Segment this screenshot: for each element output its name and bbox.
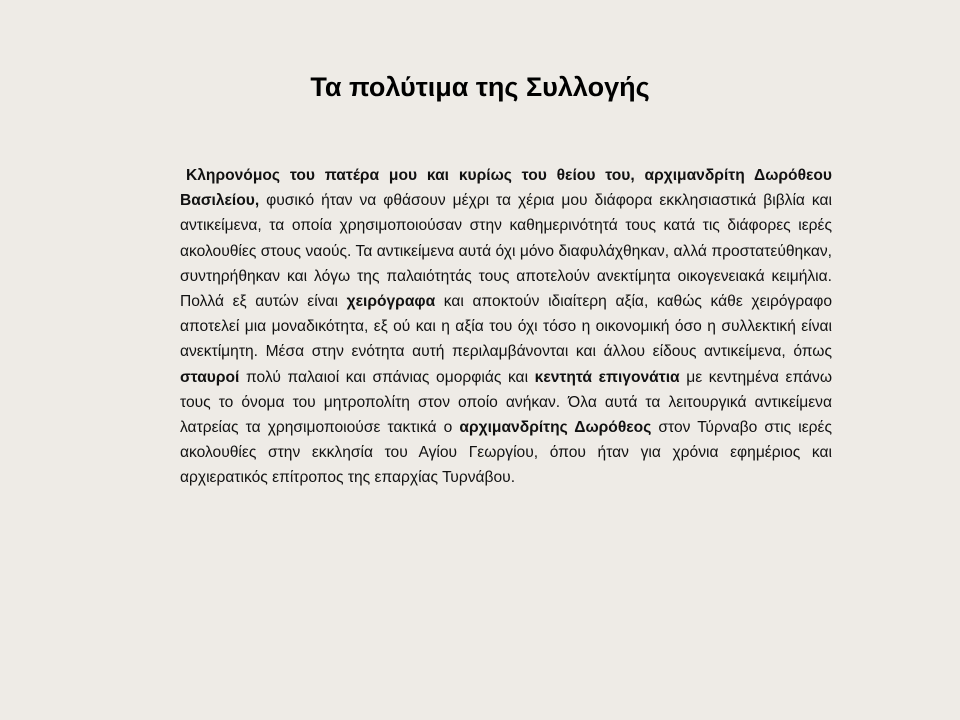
text-run-bold: χειρόγραφα (346, 293, 436, 311)
body-paragraph (180, 163, 832, 491)
text-run: με κεντημένα επάνω τους το όνομα του μητροπολίτη στον οποίο ανήκαν. Όλα αυτά τα λειτουργικά αντικείμενα λατρείας τα χρησιμοποιούσε τακτικά ο (180, 368, 832, 437)
text-run: και αποκτούν ιδιαίτερη αξία, καθώς κάθε χειρόγραφο αποτελεί μια μοναδικότητα, εξ ού και η αξία του όχι τόσο η οικονομική όσο η συλλεκτική είναι ανεκτίμητη. Μέσα στην ενότητα αυτή περιλαμβάνονται και άλλου είδους αντικείμενα, όπως (180, 293, 833, 361)
text-run: φυσικό ήταν να φθάσουν μέχρι τα χέρια μου διάφορα εκκλησιαστικά βιβλία και αντικείμενα, τα οποία χρησιμοποιούσαν στην καθημερινότητά τους κατά τις διάφορες ιερές ακολουθίες στους ναούς. Τα αντικείμενα αυτά όχι μόνο διαφυλάχθηκαν, αλλά προστατεύθηκαν, συντηρήθηκαν και λόγω της παλαιότητάς τους αποτελούν ανεκτίμητα οικογενειακά κειμήλια. Πολλά εξ αυτών είναι (180, 192, 832, 311)
text-run-bold: αρχιμανδρίτης Δωρόθεος (459, 419, 652, 437)
text-run-bold: κεντητά επιγονάτια (534, 368, 680, 386)
text-run: στον Τύρναβο στις ιερές ακολουθίες στην εκκλησία του Αγίου Γεωργίου, όπου ήταν για χρόνια εφημέριος και αρχιερατικός επίτροπος της επαρχίας Τυρνάβου. (180, 419, 833, 487)
text-run-bold: σταυροί (180, 368, 240, 386)
text-run: πολύ παλαιοί και σπάνιας ομορφιάς και (239, 368, 535, 386)
text-run-bold: Κληρονόμος του πατέρα μου και κυρίως του θείου του, αρχιμανδρίτη Δωρόθεου Βασιλείου, (180, 167, 832, 210)
slide-title: Τα πολύτιμα της Συλλογής (310, 72, 650, 102)
